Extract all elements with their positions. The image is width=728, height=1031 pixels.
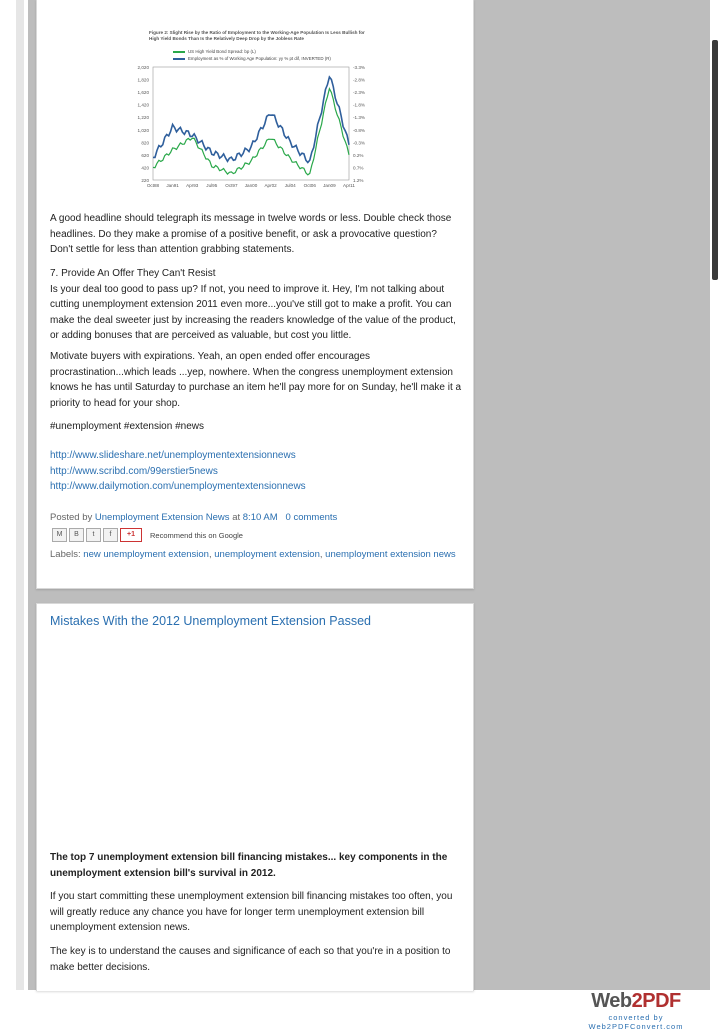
paragraph-expirations: Motivate buyers with expirations. Yeah, an open ended offer encourages procrastination...which leads ...yep, nowhere. When the congress unemployment extension knows he has until Saturday to purchase an item he'll pay more for on Sunday, he'll make it a priority to head for your shop.	[50, 351, 462, 409]
series-employment-line	[153, 77, 349, 163]
section-heading: 7. Provide An Offer They Can't Resist	[50, 268, 216, 279]
hashtags: #unemployment #extension #news	[50, 421, 204, 432]
label-link[interactable]: new unemployment extension	[83, 549, 209, 560]
link-list	[50, 448, 462, 495]
post-paragraph: The key is to understand the causes and significance of each so that you're in a position to make better decisions.	[50, 946, 451, 973]
y-left-tick-label: 620	[141, 152, 149, 158]
y-right-tick-label: -0.8%	[353, 127, 366, 133]
y-right-tick-label: -3.3%	[353, 65, 366, 70]
link-dailymotion[interactable]: http://www.dailymotion.com/unemploymentextensionnews	[50, 481, 306, 492]
y-left-tick-label: 220	[141, 178, 149, 183]
y-left-tick-label: 1,420	[137, 102, 149, 108]
y-right-tick-label: 0.2%	[353, 152, 364, 158]
y-right-tick-label: 0.7%	[353, 165, 364, 171]
y-left-tick-label: 1,220	[137, 115, 149, 121]
facebook-share-icon[interactable]: f	[103, 528, 118, 542]
paragraph-headline: A good headline should telegraph its message in twelve words or less. Double check those headlines. Do they make a promise of a positive benefit, or ask a provocative question? Don't settle for less than attention grabbing statements.	[50, 213, 452, 255]
x-tick-label: Oct97	[225, 183, 238, 188]
scrollbar-thumb[interactable]	[712, 40, 718, 280]
x-tick-label: Jul04	[284, 183, 296, 188]
legend-item-blue: Employment as % of Working Age Population: yy % pt dif, INVERTED (R)	[173, 55, 331, 62]
x-tick-label: Apr02	[264, 183, 277, 188]
google-plus-one-button[interactable]: +1	[120, 528, 142, 542]
blogger-share-icon[interactable]: B	[69, 528, 84, 542]
y-right-tick-label: -2.3%	[353, 90, 366, 96]
link-scribd[interactable]: http://www.scribd.com/99erstier5news	[50, 465, 218, 477]
legend-item-green: US High Yield Bond Spread: bp (L)	[173, 48, 331, 55]
y-right-tick-label: -0.3%	[353, 140, 366, 146]
y-left-tick-label: 1,020	[137, 127, 149, 133]
labels-row: Labels: new unemployment extension, unemployment extension, unemployment extension news	[50, 549, 456, 560]
label-link[interactable]: unemployment extension	[214, 549, 320, 560]
post-paragraph: If you start committing these unemployment extension bill financing mistakes too often, you will greatly reduce any chance you have for longer term unemployment extension bill unemployment extension news.	[50, 891, 453, 933]
time-link[interactable]: 8:10 AM	[242, 512, 278, 523]
y-right-tick-label: -2.8%	[353, 77, 366, 83]
x-tick-label: Jul95	[206, 183, 218, 188]
left-gutter	[16, 0, 24, 990]
post-title[interactable]: Mistakes With the 2012 Unemployment Extension Passed	[50, 614, 371, 628]
watermark-brand: Web2PDF	[591, 990, 681, 1012]
email-share-icon[interactable]: M	[52, 528, 67, 542]
x-tick-label: Jan09	[323, 183, 336, 188]
author-link[interactable]: Unemployment Extension News	[94, 512, 230, 523]
chart-title: Figure 2: Slight Rise by the Ratio of Employment to the Working-Age Population Is Less Bullish for High Yield Bonds Than Is the Relatively Deep Drop by the Jobless Rate	[149, 30, 365, 41]
x-tick-label: Oct88	[146, 183, 160, 188]
link-slideshare[interactable]: http://www.slideshare.net/unemploymentextensionnews	[50, 450, 296, 461]
y-right-tick-label: -1.8%	[353, 102, 366, 108]
x-tick-label: Apr93	[186, 183, 199, 188]
y-left-tick-label: 2,020	[137, 65, 149, 70]
y-left-tick-label: 420	[141, 165, 149, 171]
recommend-text: Recommend this on Google	[150, 530, 243, 540]
section-body: Is your deal too good to pass up? If not, you need to improve it. Hey, I'm not talking about cutting unemployment extension 2011 even more...you've still got to make a profit. You can make the deal sweeter just by increasing the readers knowledge of the value of the product, or adding bonuses that are perceived as valuable, but cost you little.	[50, 283, 456, 341]
y-right-tick-label: -1.3%	[353, 115, 366, 121]
x-tick-label: Jan91	[166, 183, 179, 188]
y-left-tick-label: 820	[141, 140, 149, 146]
chart-figure	[101, 30, 369, 190]
x-tick-label: Oct06	[303, 183, 316, 188]
comments-link[interactable]: 0 comments	[285, 512, 338, 523]
section-7	[50, 266, 462, 344]
web2pdf-watermark[interactable]	[566, 990, 706, 1030]
share-bar	[52, 528, 243, 542]
x-tick-label: Jan00	[244, 183, 258, 188]
post-intro: The top 7 unemployment extension bill financing mistakes... key components in the unemployment extension bill's survival in 2012.	[50, 852, 448, 879]
chart-plot	[101, 30, 369, 190]
label-link[interactable]: unemployment extension news	[325, 549, 456, 560]
y-left-tick-label: 1,820	[137, 77, 149, 83]
y-right-tick-label: 1.2%	[353, 178, 364, 183]
watermark-tagline: converted by Web2PDFConvert.com	[588, 1013, 684, 1031]
post-footer: Posted by Unemployment Extension News at 8:10 AM 0 comments	[50, 512, 338, 523]
x-tick-label: Apr11	[343, 183, 355, 188]
y-left-tick-label: 1,620	[137, 90, 149, 96]
twitter-share-icon[interactable]: t	[86, 528, 101, 542]
